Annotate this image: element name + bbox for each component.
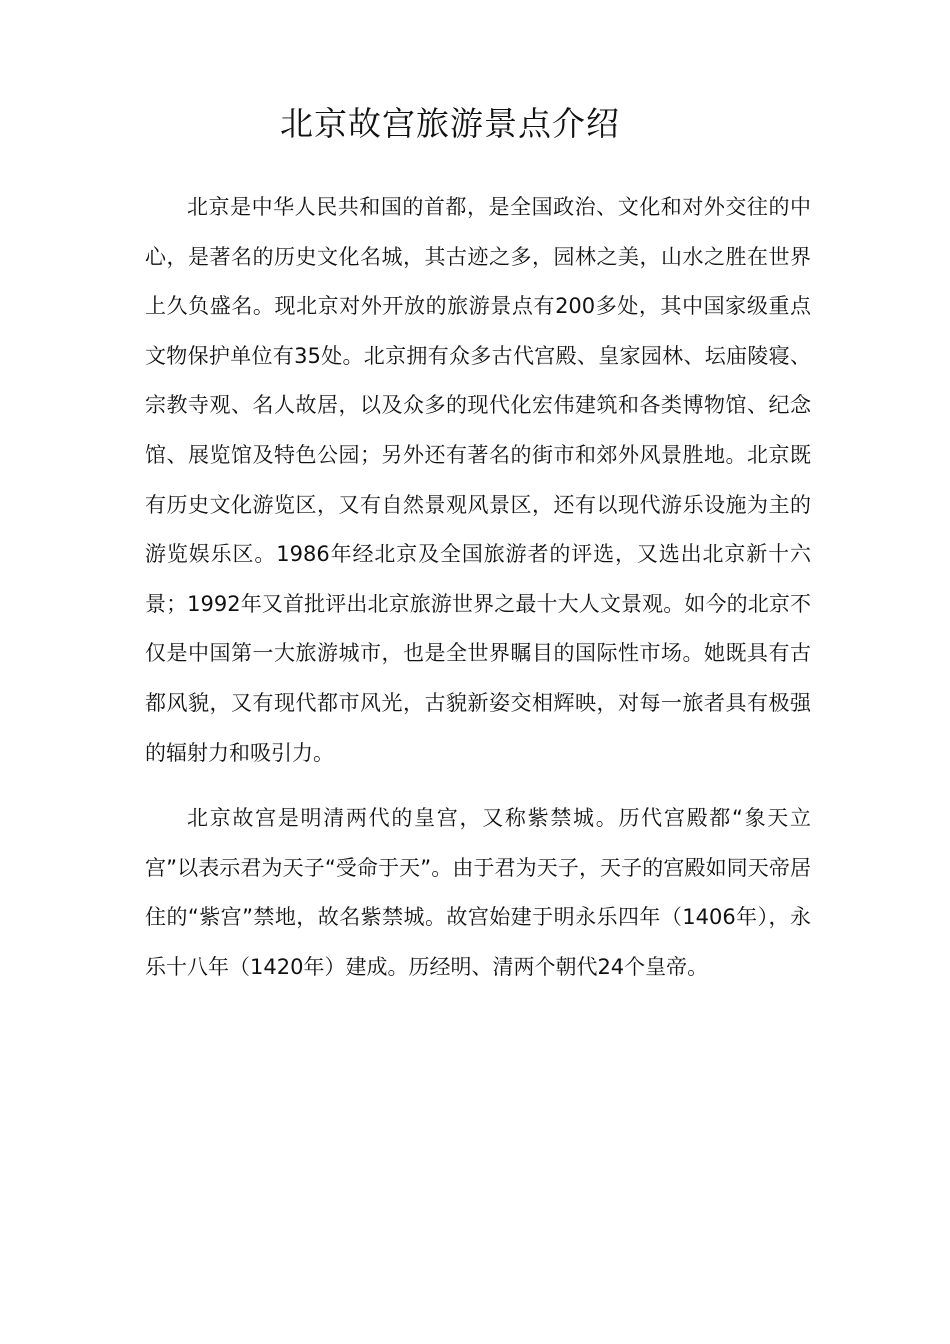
document-body <box>145 183 811 993</box>
document-title: 北京故宫旅游景点介绍 <box>280 104 620 143</box>
paragraph-forbidden-city: 北京故宫是明清两代的皇宫，又称紫禁城。历代宫殿都“象天立宫”以表示君为天子“受命于天”。由于君为天子，天子的宫殿如同天帝居住的“紫宫”禁地，故名紫禁城。故宫始建于明永乐四年（1406年），永乐十八年（1420年）建成。历经明、清两个朝代24个皇帝。 <box>145 806 811 979</box>
paragraph-beijing-intro: 北京是中华人民共和国的首都，是全国政治、文化和对外交往的中心，是著名的历史文化名城，其古迹之多，园林之美，山水之胜在世界上久负盛名。现北京对外开放的旅游景点有200多处，其中国家级重点文物保护单位有35处。北京拥有众多古代宫殿、皇家园林、坛庙陵寝、宗教寺观、名人故居，以及众多的现代化宏伟建筑和各类博物馆、纪念馆、展览馆及特色公园；另外还有著名的街市和郊外风景胜地。北京既有历史文化游览区，又有自然景观风景区，还有以现代游乐设施为主的游览娱乐区。1986年经北京及全国旅游者的评选，又选出北京新十六景；1992年又首批评出北京旅游世界之最十大人文景观。如今的北京不仅是中国第一大旅游城市，也是全世界瞩目的国际性市场。她既具有古都风貌，又有现代都市风光，古貌新姿交相辉映，对每一旅者具有极强的辐射力和吸引力。 <box>145 195 811 765</box>
